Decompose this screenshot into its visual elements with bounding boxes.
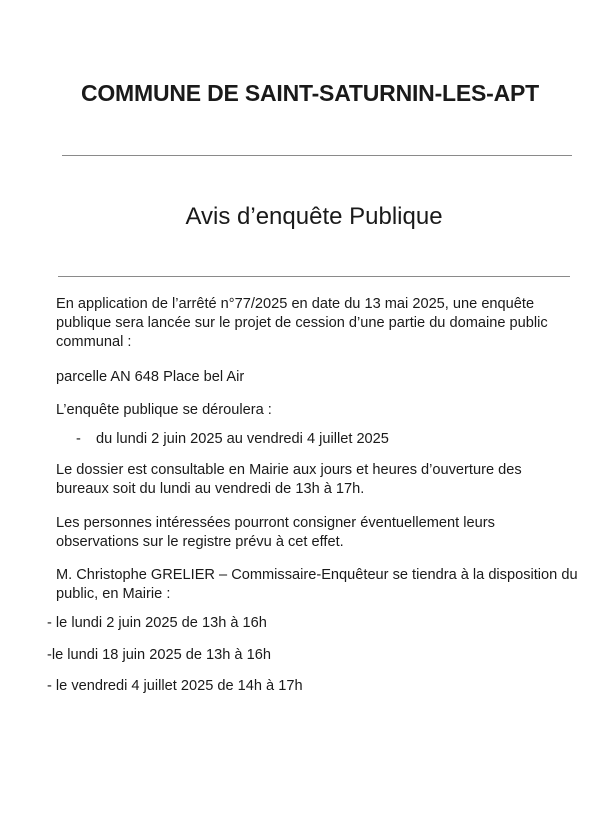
intro-paragraph [56,295,548,352]
dossier-line: Le dossier est consultable en Mairie aux jours et heures d’ouverture des [56,462,522,478]
parcelle-line: parcelle AN 648 Place bel Air [56,369,245,385]
permanence-item: - le vendredi 4 juillet 2025 de 14h à 17h [47,678,303,694]
observations-paragraph [56,514,495,552]
commissaire-line: public, en Mairie : [56,586,171,602]
dossier-line: bureaux soit du lundi au vendredi de 13h à 17h. [56,481,365,497]
commune-heading: COMMUNE DE SAINT-SATURNIN-LES-APT [80,80,540,106]
permanence-item: -le lundi 18 juin 2025 de 13h à 16h [47,647,271,663]
enquiry-dates-text: du lundi 2 juin 2025 au vendredi 4 juillet 2025 [96,431,389,447]
bullet-dash: - [76,431,81,447]
observations-line: observations sur le registre prévu à cet effet. [56,534,344,550]
intro-line: communal : [56,334,132,350]
top-divider [62,155,572,156]
notice-title: Avis d’enquête Publique [185,203,443,230]
commissaire-paragraph [56,566,578,604]
intro-line: En application de l’arrêté n°77/2025 en date du 13 mai 2025, une enquête [56,296,535,312]
dossier-paragraph [56,461,522,499]
intro-line: publique sera lancée sur le projet de cession d’une partie du domaine public [56,315,548,331]
schedule-intro: L’enquête publique se déroulera : [56,402,272,418]
enquiry-dates [76,430,389,449]
permanence-item: - le lundi 2 juin 2025 de 13h à 16h [47,615,267,631]
commissaire-line: M. Christophe GRELIER – Commissaire-Enquêteur se tiendra à la disposition du [56,567,578,583]
observations-line: Les personnes intéressées pourront consigner éventuellement leurs [56,515,495,531]
bottom-divider [58,276,570,277]
